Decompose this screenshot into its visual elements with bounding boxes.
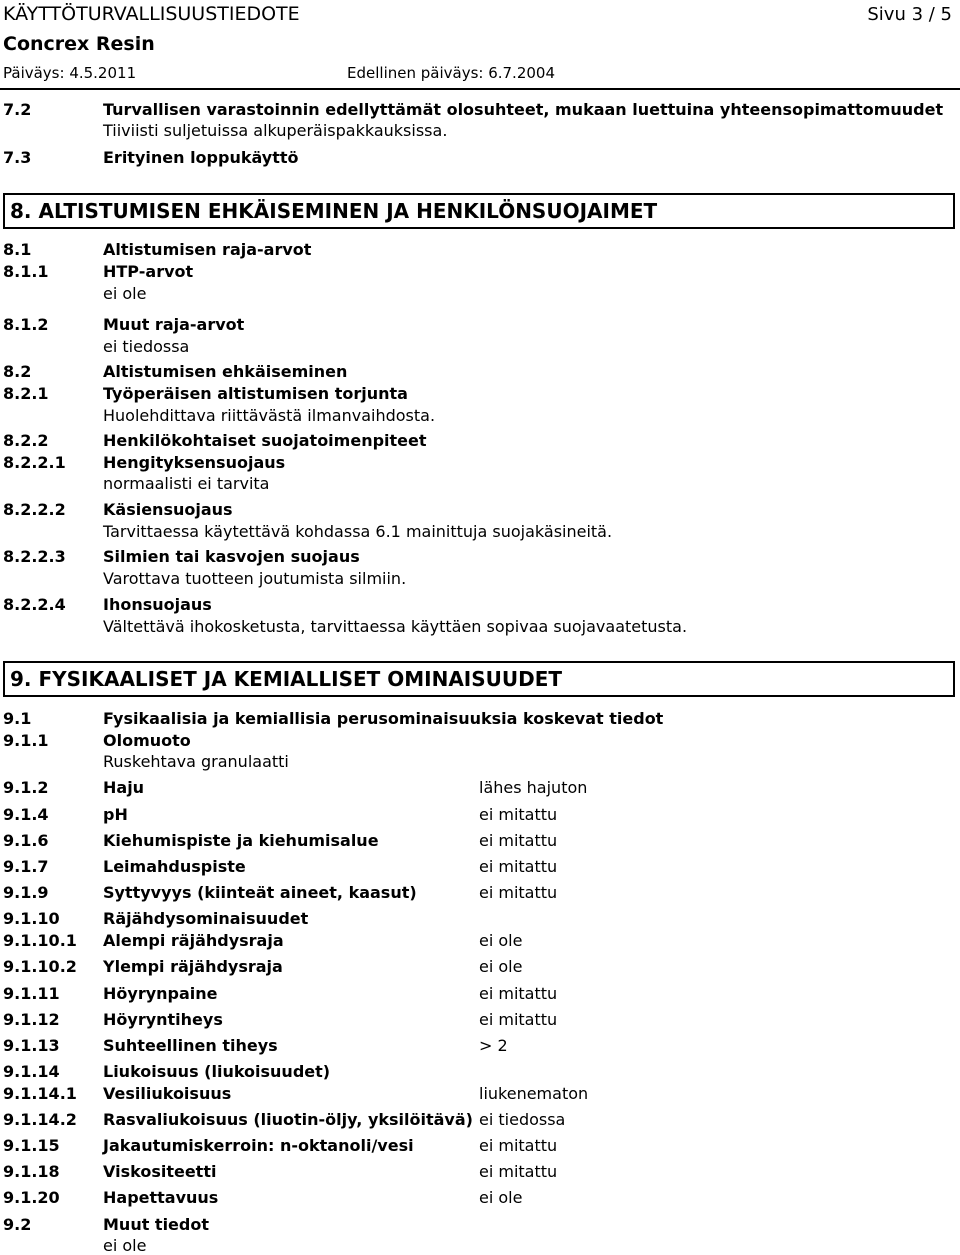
row-value: ei mitattu [479,883,558,902]
row-8-2-2-4-text: Vältettävä ihokosketusta, tarvittaessa käyttäen sopivaa suojavaatetusta. [103,617,688,636]
row-value: ei mitattu [479,984,558,1003]
row-value: ei mitattu [479,831,558,850]
row-number: 8.1 [3,240,32,259]
row-label: Muut tiedot [103,1215,209,1234]
row-7-2-text: Tiiviisti suljetuissa alkuperäispakkauksissa. [103,121,448,140]
row-number: 8.2.2.2 [3,500,66,519]
row-label: Viskositeetti [103,1162,217,1181]
row-number: 8.2.2 [3,431,49,450]
row-number: 9.1.1 [3,731,49,750]
row-label: Ylempi räjähdysraja [103,957,283,976]
row-value: ei mitattu [479,1136,558,1155]
row-number: 7.3 [3,148,32,167]
row-number: 8.2.2.3 [3,547,66,566]
row-number: 9.1.6 [3,831,49,850]
row-value: ei ole [479,1188,523,1207]
row-label: Jakautumiskerroin: n-oktanoli/vesi [103,1136,414,1155]
row-number: 9.1.14.1 [3,1084,77,1103]
row-label: Syttyvyys (kiinteät aineet, kaasut) [103,883,417,902]
row-label: Käsiensuojaus [103,500,233,519]
row-value: liukenematon [479,1084,589,1103]
row-label: Henkilökohtaiset suojatoimenpiteet [103,431,427,450]
row-number: 9.1.10 [3,909,60,928]
row-label: Fysikaalisia ja kemiallisia perusominaisuuksia koskevat tiedot [103,709,664,728]
row-label: Haju [103,778,145,797]
row-number: 8.2.2.1 [3,453,66,472]
row-8-2-2-2-text: Tarvittaessa käytettävä kohdassa 6.1 mainittuja suojakäsineitä. [103,522,613,541]
row-label: Rasvaliukoisuus (liuotin-öljy, yksilöitävä) [103,1110,473,1129]
row-value: ei mitattu [479,1162,558,1181]
row-label: Altistumisen raja-arvot [103,240,312,259]
page-number: Sivu 3 / 5 [867,4,952,25]
row-9-1-1-text: Ruskehtava granulaatti [103,752,289,771]
row-value: ei mitattu [479,1010,558,1029]
row-number: 9.1.10.1 [3,931,77,950]
row-number: 9.1 [3,709,32,728]
row-number: 9.1.11 [3,984,60,1003]
row-label: pH [103,805,128,824]
row-number: 8.2 [3,362,32,381]
row-label: Muut raja-arvot [103,315,245,334]
row-value: ei tiedossa [479,1110,566,1129]
row-number: 9.1.20 [3,1188,60,1207]
row-label: HTP-arvot [103,262,194,281]
row-number: 8.2.1 [3,384,49,403]
row-label: Hengityksensuojaus [103,453,286,472]
row-number: 9.1.18 [3,1162,60,1181]
row-label: Höyryntiheys [103,1010,223,1029]
row-number: 9.2 [3,1215,32,1234]
row-8-1-2-text: ei tiedossa [103,337,190,356]
row-label: Olomuoto [103,731,191,750]
row-number: 9.1.2 [3,778,49,797]
row-8-2-2-3-text: Varottava tuotteen joutumista silmiin. [103,569,407,588]
row-label: Työperäisen altistumisen torjunta [103,384,408,403]
row-number: 9.1.12 [3,1010,60,1029]
row-label: Silmien tai kasvojen suojaus [103,547,360,566]
row-number: 9.1.15 [3,1136,60,1155]
row-9-2-text: ei ole [103,1236,147,1255]
header-divider [0,88,960,90]
row-label: Vesiliukoisuus [103,1084,232,1103]
row-number: 9.1.9 [3,883,49,902]
row-number: 8.1.1 [3,262,49,281]
row-number: 9.1.14 [3,1062,60,1081]
row-number: 9.1.13 [3,1036,60,1055]
row-label: Alempi räjähdysraja [103,931,284,950]
row-value: ei mitattu [479,805,558,824]
row-number: 9.1.14.2 [3,1110,77,1129]
document-title: KÄYTTÖTURVALLISUUSTIEDOTE [3,3,300,25]
row-number: 8.2.2.4 [3,595,66,614]
row-8-1-1-text: ei ole [103,284,147,303]
row-value: ei mitattu [479,857,558,876]
row-label: Leimahduspiste [103,857,246,876]
row-8-2-1-text: Huolehdittava riittävästä ilmanvaihdosta. [103,406,436,425]
section-8-heading: 8. ALTISTUMISEN EHKÄISEMINEN JA HENKILÖNSUOJAIMET [3,193,955,229]
previous-date: Edellinen päiväys: 6.7.2004 [347,64,556,82]
row-label: Turvallisen varastoinnin edellyttämät olosuhteet, mukaan luettuina yhteensopimattomuudet [103,100,944,119]
row-8-2-2-1-text: normaalisti ei tarvita [103,474,270,493]
row-label: Kiehumispiste ja kiehumisalue [103,831,379,850]
row-label: Altistumisen ehkäiseminen [103,362,348,381]
row-label: Hapettavuus [103,1188,219,1207]
product-name: Concrex Resin [3,33,155,55]
row-value: > 2 [479,1036,508,1055]
row-label: Suhteellinen tiheys [103,1036,278,1055]
issue-date: Päiväys: 4.5.2011 [3,64,137,82]
row-number: 7.2 [3,100,32,119]
row-label: Höyrynpaine [103,984,218,1003]
row-value: lähes hajuton [479,778,588,797]
row-label: Erityinen loppukäyttö [103,148,299,167]
row-value: ei ole [479,931,523,950]
row-value: ei ole [479,957,523,976]
section-9-heading: 9. FYSIKAALISET JA KEMIALLISET OMINAISUUDET [3,661,955,697]
row-label: Liukoisuus (liukoisuudet) [103,1062,331,1081]
row-number: 9.1.4 [3,805,49,824]
row-label: Ihonsuojaus [103,595,212,614]
row-number: 8.1.2 [3,315,49,334]
row-number: 9.1.7 [3,857,49,876]
row-label: Räjähdysominaisuudet [103,909,309,928]
row-number: 9.1.10.2 [3,957,77,976]
